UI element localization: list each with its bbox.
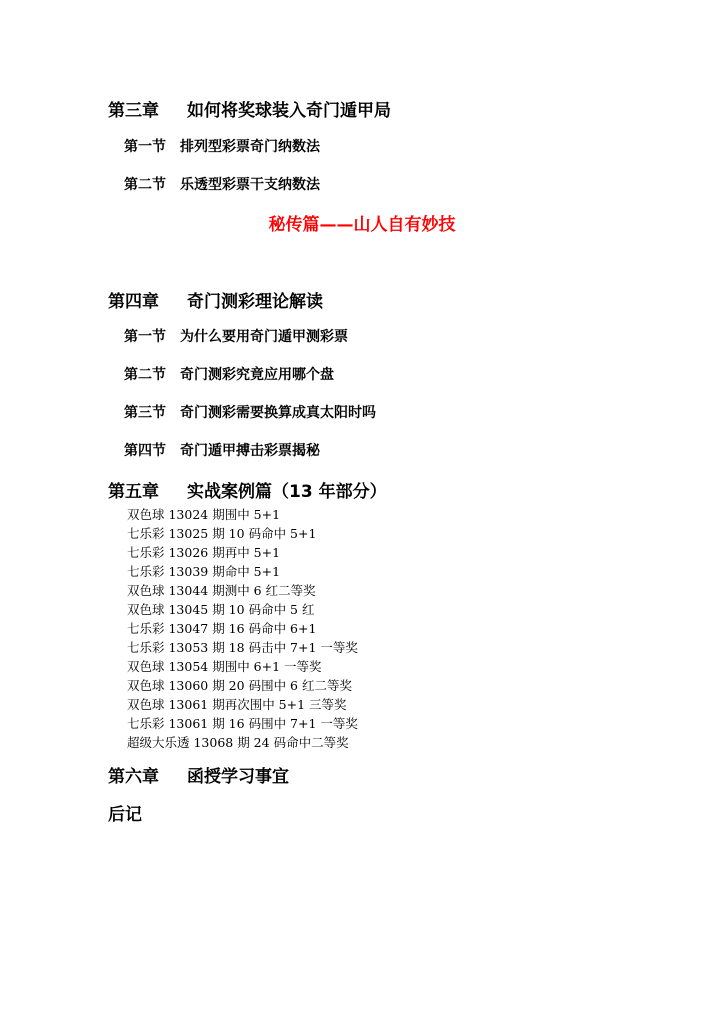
- section-label: 第一节: [124, 139, 166, 155]
- list-item: 双色球 13060 期 20 码围中 6 红二等奖: [127, 678, 352, 693]
- chapter-label: 第三章: [108, 101, 159, 121]
- list-item: 七乐彩 13026 期再中 5+1: [127, 545, 281, 560]
- chapter-3-section-2: [124, 174, 320, 194]
- chapter-label: 第五章: [108, 482, 159, 502]
- chapter-4-section-3: [124, 402, 376, 422]
- section-label: 第一节: [124, 329, 166, 345]
- chapter-5-heading: [108, 477, 387, 502]
- chapter-6-heading: [108, 762, 289, 787]
- chapter-title: 奇门测彩理论解读: [187, 292, 323, 312]
- chapter-title: 函授学习事宜: [187, 767, 289, 787]
- chapter-title: 如何将奖球装入奇门遁甲局: [187, 101, 391, 121]
- chapter-4-section-4: [124, 440, 320, 460]
- chapter-label: 第六章: [108, 767, 159, 787]
- afterword-heading: 后记: [108, 805, 142, 825]
- chapter-3-section-1: [124, 136, 320, 156]
- section-title: 为什么要用奇门遁甲测彩票: [180, 329, 348, 345]
- section-title: 奇门遁甲搏击彩票揭秘: [180, 443, 320, 459]
- list-item: 七乐彩 13047 期 16 码命中 6+1: [127, 621, 317, 636]
- chapter-label: 第四章: [108, 292, 159, 312]
- section-label: 第四节: [124, 443, 166, 459]
- section-title: 乐透型彩票干支纳数法: [180, 177, 320, 193]
- section-title: 奇门测彩究竟应用哪个盘: [180, 367, 334, 383]
- section-label: 第二节: [124, 367, 166, 383]
- chapter-title: 实战案例篇（13 年部分）: [187, 482, 387, 502]
- list-item: 超级大乐透 13068 期 24 码命中二等奖: [127, 735, 349, 750]
- list-item: 七乐彩 13061 期 16 码围中 7+1 一等奖: [127, 716, 358, 731]
- list-item: 双色球 13061 期再次围中 5+1 三等奖: [127, 697, 347, 712]
- secret-chapter-heading: 秘传篇——山人自有妙技: [268, 215, 456, 235]
- section-title: 奇门测彩需要换算成真太阳时吗: [180, 405, 376, 421]
- chapter-4-heading: [108, 287, 323, 312]
- list-item: 双色球 13045 期 10 码命中 5 红: [127, 602, 315, 617]
- section-title: 排列型彩票奇门纳数法: [180, 139, 320, 155]
- list-item: 七乐彩 13053 期 18 码击中 7+1 一等奖: [127, 640, 358, 655]
- list-item: 七乐彩 13039 期命中 5+1: [127, 564, 281, 579]
- section-label: 第三节: [124, 405, 166, 421]
- list-item: 双色球 13054 期围中 6+1 一等奖: [127, 659, 322, 674]
- chapter-3-heading: [108, 96, 391, 121]
- chapter-4-section-2: [124, 364, 334, 384]
- list-item: 双色球 13024 期围中 5+1: [127, 507, 281, 522]
- section-label: 第二节: [124, 177, 166, 193]
- list-item: 双色球 13044 期测中 6 红二等奖: [127, 583, 316, 598]
- case-list: [127, 505, 358, 752]
- list-item: 七乐彩 13025 期 10 码命中 5+1: [127, 526, 317, 541]
- chapter-4-section-1: [124, 326, 348, 346]
